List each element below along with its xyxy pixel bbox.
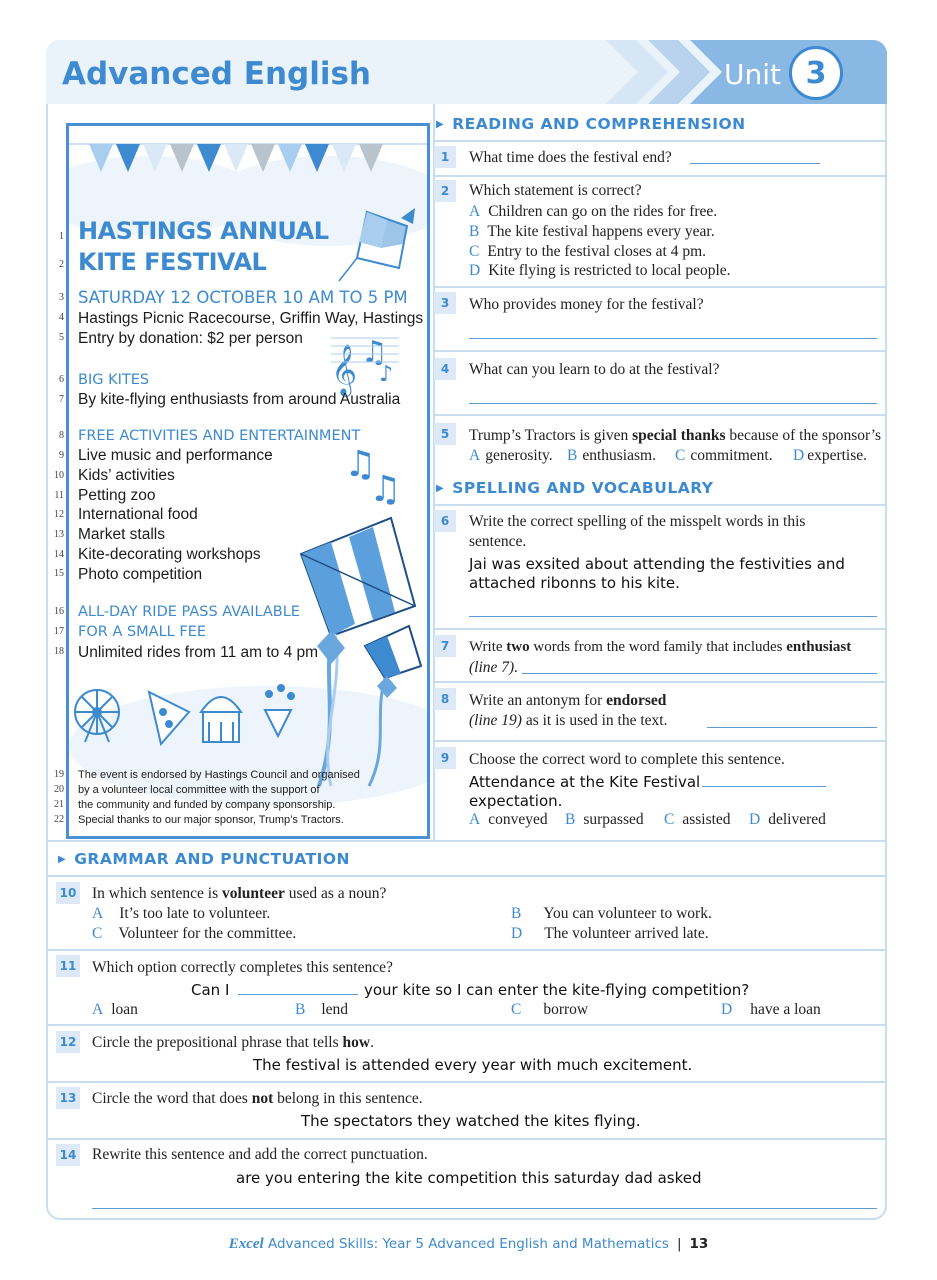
line-number: 22 xyxy=(54,814,64,825)
answer-option[interactable] xyxy=(92,1001,138,1019)
poster-activity: Petting zoo xyxy=(78,487,156,504)
poster-heading: FOR A SMALL FEE xyxy=(78,624,207,640)
option-letter: B xyxy=(565,811,576,828)
svg-text:𝄞: 𝄞 xyxy=(331,344,358,395)
option-letter: D xyxy=(749,811,761,828)
poster-footnote: the community and funded by company sponsorship. xyxy=(78,799,336,811)
svg-text:♫: ♫ xyxy=(369,469,402,510)
poster-activity: Live music and performance xyxy=(78,447,273,464)
page-title: Advanced English xyxy=(62,56,371,92)
answer-line[interactable] xyxy=(690,163,820,164)
question-text xyxy=(469,427,881,445)
option-text: Kite flying is restricted to local people. xyxy=(488,262,731,279)
unit-label: Unit xyxy=(724,58,781,91)
question-number: 6 xyxy=(434,510,456,532)
answer-option[interactable] xyxy=(565,811,644,829)
option-letter: C xyxy=(92,925,103,942)
poster-footnote: Special thanks to our major sponsor, Trump’s Tractors. xyxy=(78,814,344,826)
answer-line[interactable] xyxy=(238,994,358,995)
column-divider xyxy=(433,104,435,840)
poster-heading: ALL-DAY RIDE PASS AVAILABLE xyxy=(78,604,300,620)
question-number: 2 xyxy=(434,180,456,202)
arrow-icon: ▶ xyxy=(436,119,445,130)
line-number: 15 xyxy=(54,568,64,579)
option-letter: C xyxy=(511,1001,522,1018)
question-number: 3 xyxy=(434,292,456,314)
answer-option[interactable] xyxy=(469,243,706,261)
poster-venue: Hastings Picnic Racecourse, Griffin Way, Hastings xyxy=(78,310,424,327)
line-number: 21 xyxy=(54,799,64,810)
question-number: 4 xyxy=(434,358,456,380)
line-number: 5 xyxy=(59,332,64,343)
option-text: loan xyxy=(111,1001,138,1018)
answer-option[interactable] xyxy=(567,447,656,465)
poster-title-line: HASTINGS ANNUAL xyxy=(78,217,329,245)
poster-text: By kite-flying enthusiasts from around Australia xyxy=(78,391,401,408)
option-text: The kite festival happens every year. xyxy=(487,223,715,240)
page-footer xyxy=(0,1236,937,1253)
text-emphasis: special thanks xyxy=(632,427,726,444)
option-text: The volunteer arrived late. xyxy=(544,925,709,942)
row-divider xyxy=(46,875,887,877)
row-divider xyxy=(433,414,885,416)
row-divider xyxy=(433,740,885,742)
line-number: 16 xyxy=(54,606,64,617)
line-number: 17 xyxy=(54,626,64,637)
poster-heading: FREE ACTIVITIES AND ENTERTAINMENT xyxy=(78,428,361,444)
option-text: Children can go on the rides for free. xyxy=(488,203,718,220)
line-number: 2 xyxy=(59,259,64,270)
question-text xyxy=(469,692,666,710)
answer-option[interactable] xyxy=(92,905,270,923)
answer-option[interactable] xyxy=(511,1001,588,1019)
question-number: 14 xyxy=(56,1144,80,1166)
section-heading-text: SPELLING AND VOCABULARY xyxy=(452,479,714,497)
question-number: 13 xyxy=(56,1087,80,1109)
question-number: 11 xyxy=(56,955,80,977)
question-text: sentence. xyxy=(469,533,527,550)
question-sentence: are you entering the kite competition this saturday dad asked xyxy=(236,1169,702,1187)
option-text: Entry to the festival closes at 4 pm. xyxy=(487,243,707,260)
line-number: 20 xyxy=(54,784,64,795)
section-heading-spelling xyxy=(436,479,714,497)
poster-footnote: The event is endorsed by Hastings Council and organised xyxy=(78,769,360,781)
footer-text: Advanced Skills: xyxy=(267,1236,379,1252)
answer-line[interactable] xyxy=(92,1208,877,1209)
option-text: assisted xyxy=(682,811,731,828)
text-run: because of the sponsor’s xyxy=(725,427,882,444)
footer-separator: | xyxy=(676,1236,682,1252)
option-letter: D xyxy=(511,925,523,942)
line-number: 13 xyxy=(54,529,64,540)
question-text xyxy=(469,712,667,730)
answer-option[interactable] xyxy=(511,905,712,923)
text-emphasis: endorsed xyxy=(606,692,667,709)
poster-footnote: by a volunteer local committee with the support of xyxy=(78,784,320,796)
section-divider xyxy=(46,840,887,842)
poster-date: SATURDAY 12 OCTOBER 10 AM TO 5 PM xyxy=(78,288,408,307)
answer-option[interactable] xyxy=(469,262,731,280)
option-letter: B xyxy=(295,1001,306,1018)
row-divider xyxy=(46,1138,887,1140)
option-text: surpassed xyxy=(583,811,644,828)
row-divider xyxy=(433,628,885,630)
page-number: 13 xyxy=(689,1236,709,1252)
question-text: Write the correct spelling of the misspelt words in this xyxy=(469,513,806,530)
option-letter: B xyxy=(511,905,522,922)
line-number: 7 xyxy=(59,394,64,405)
answer-line[interactable] xyxy=(702,786,826,787)
question-number: 1 xyxy=(434,146,456,168)
question-text xyxy=(469,639,851,656)
option-text: have a loan xyxy=(750,1001,821,1018)
answer-option[interactable] xyxy=(469,223,715,241)
svg-text:♫: ♫ xyxy=(361,335,388,370)
option-text: It’s too late to volunteer. xyxy=(119,905,271,922)
question-number: 10 xyxy=(56,882,80,904)
answer-line[interactable] xyxy=(707,727,877,728)
row-divider xyxy=(46,1081,887,1083)
question-sentence: Attendance at the Kite Festival xyxy=(469,773,701,791)
text-run: belong in this sentence. xyxy=(273,1090,423,1107)
market-stall-icon xyxy=(201,697,241,742)
answer-option[interactable] xyxy=(664,811,731,829)
line-number: 6 xyxy=(59,374,64,385)
option-letter: D xyxy=(721,1001,733,1018)
line-number: 14 xyxy=(54,549,64,560)
line-number: 4 xyxy=(59,312,64,323)
line-number: 1 xyxy=(59,231,64,242)
question-text: Which statement is correct? xyxy=(469,182,642,199)
answer-line[interactable] xyxy=(522,673,877,674)
question-sentence[interactable]: The spectators they watched the kites flying. xyxy=(301,1112,641,1130)
row-divider xyxy=(433,681,885,683)
question-sentence: expectation. xyxy=(469,792,563,810)
footer-text: Year 5 Advanced English and Mathematics xyxy=(378,1236,669,1252)
brand-name: Excel xyxy=(228,1236,264,1252)
option-text: Volunteer for the committee. xyxy=(118,925,297,942)
option-text: generosity. xyxy=(485,447,553,464)
festival-poster xyxy=(66,123,430,839)
option-letter: D xyxy=(469,262,481,279)
text-run: Circle the prepositional phrase that tells xyxy=(92,1034,343,1051)
question-text xyxy=(92,885,386,903)
answer-option[interactable] xyxy=(92,925,296,943)
answer-line[interactable] xyxy=(469,338,877,339)
poster-title xyxy=(78,216,329,278)
row-divider xyxy=(433,175,885,177)
answer-option[interactable] xyxy=(675,447,773,465)
line-number: 11 xyxy=(54,490,64,501)
answer-option[interactable] xyxy=(793,447,867,465)
answer-option[interactable] xyxy=(469,447,553,465)
answer-option[interactable] xyxy=(749,811,826,829)
option-text: conveyed xyxy=(488,811,548,828)
option-text: enthusiasm. xyxy=(582,447,656,464)
section-heading-text: GRAMMAR AND PUNCTUATION xyxy=(74,850,351,868)
text-emphasis: not xyxy=(251,1090,274,1107)
row-divider xyxy=(433,350,885,352)
option-text: delivered xyxy=(768,811,826,828)
option-letter: A xyxy=(92,1001,104,1018)
question-text xyxy=(92,1090,423,1108)
option-letter: A xyxy=(469,203,481,220)
row-divider xyxy=(433,140,885,142)
answer-option[interactable] xyxy=(469,203,717,221)
text-run: used as a noun? xyxy=(284,885,387,902)
question-sentence: Can I xyxy=(191,981,230,999)
question-sentence: Jai was exsited about attending the festivities and xyxy=(469,555,845,573)
text-run: In which sentence is xyxy=(92,885,222,902)
answer-option[interactable] xyxy=(511,925,709,943)
row-divider xyxy=(46,1024,887,1026)
question-sentence: attached ribonns to his kite. xyxy=(469,574,680,592)
text-run: Circle the word that does xyxy=(92,1090,252,1107)
option-text: You can volunteer to work. xyxy=(543,905,712,922)
text-run: as it is used in the text. xyxy=(521,712,668,729)
section-heading-grammar xyxy=(58,850,350,868)
question-number: 12 xyxy=(56,1031,80,1053)
svg-text:♫: ♫ xyxy=(344,444,377,485)
section-heading-text: READING AND COMPREHENSION xyxy=(452,115,746,133)
option-text: lend xyxy=(321,1001,349,1018)
question-text: Which option correctly completes this sentence? xyxy=(92,959,393,976)
music-notes-icon xyxy=(331,335,401,510)
poster-heading: BIG KITES xyxy=(78,372,150,388)
option-letter: C xyxy=(664,811,675,828)
poster-entry: Entry by donation: $2 per person xyxy=(78,330,303,347)
answer-option[interactable] xyxy=(721,1001,821,1019)
text-emphasis: two xyxy=(506,639,530,655)
text-emphasis: volunteer xyxy=(222,885,285,902)
line-number: 12 xyxy=(54,509,64,520)
line-number: 3 xyxy=(59,292,64,303)
answer-option[interactable] xyxy=(469,811,548,829)
poster-activity: Photo competition xyxy=(78,566,203,583)
poster-activity: International food xyxy=(78,506,198,523)
question-number: 7 xyxy=(434,635,456,657)
question-text: Choose the correct word to complete this sentence. xyxy=(469,751,785,768)
option-text: borrow xyxy=(543,1001,589,1018)
line-number: 18 xyxy=(54,646,64,657)
option-letter: A xyxy=(469,447,481,464)
question-sentence[interactable]: The festival is attended every year with much excitement. xyxy=(253,1056,693,1074)
section-heading-reading xyxy=(436,115,746,133)
poster-activity: Kite-decorating workshops xyxy=(78,546,261,563)
poster-text: Unlimited rides from 11 am to 4 pm xyxy=(78,644,319,661)
line-number: 9 xyxy=(59,450,64,461)
line-number: 8 xyxy=(59,430,64,441)
option-letter: C xyxy=(469,243,480,260)
option-letter: B xyxy=(567,447,578,464)
unit-number-badge: 3 xyxy=(789,46,843,100)
poster-activity: Kids’ activities xyxy=(78,467,175,484)
row-divider xyxy=(433,286,885,288)
line-reference: (line 19) xyxy=(469,712,522,729)
poster-activity: Market stalls xyxy=(78,526,165,543)
row-divider xyxy=(46,949,887,951)
question-number: 5 xyxy=(434,423,456,445)
line-number: 10 xyxy=(54,470,64,481)
arrow-icon: ▶ xyxy=(436,483,445,494)
option-letter: D xyxy=(793,447,805,464)
option-letter: A xyxy=(92,905,104,922)
text-emphasis: enthusiast xyxy=(786,639,852,655)
text-emphasis: how xyxy=(342,1034,371,1051)
question-text: What time does the festival end? xyxy=(469,149,672,166)
question-number: 9 xyxy=(434,747,456,769)
option-letter: C xyxy=(675,447,686,464)
question-text: Rewrite this sentence and add the correct punctuation. xyxy=(92,1146,428,1163)
text-run: . xyxy=(370,1034,374,1051)
option-text: expertise. xyxy=(807,447,868,464)
answer-line[interactable] xyxy=(469,616,877,617)
text-run: Write an antonym for xyxy=(469,692,607,709)
text-run: Trump’s Tractors is given xyxy=(469,427,633,444)
arrow-icon: ▶ xyxy=(58,854,67,865)
answer-option[interactable] xyxy=(295,1001,348,1019)
text-run: words from the word family that includes xyxy=(529,639,787,655)
unit-header xyxy=(46,40,887,104)
poster-title-line: KITE FESTIVAL xyxy=(78,248,267,276)
question-text: What can you learn to do at the festival? xyxy=(469,361,720,378)
line-number: 19 xyxy=(54,769,64,780)
row-divider xyxy=(433,504,885,506)
question-text: Who provides money for the festival? xyxy=(469,296,704,313)
question-sentence: your kite so I can enter the kite-flying competition? xyxy=(364,981,750,999)
text-run: Write xyxy=(469,639,507,655)
line-reference: (line 7). xyxy=(469,659,519,676)
option-letter: B xyxy=(469,223,480,240)
answer-line[interactable] xyxy=(469,403,877,404)
option-letter: A xyxy=(469,811,481,828)
option-text: commitment. xyxy=(690,447,773,464)
svg-text:♪: ♪ xyxy=(379,362,394,387)
question-text xyxy=(92,1034,374,1052)
question-number: 8 xyxy=(434,688,456,710)
